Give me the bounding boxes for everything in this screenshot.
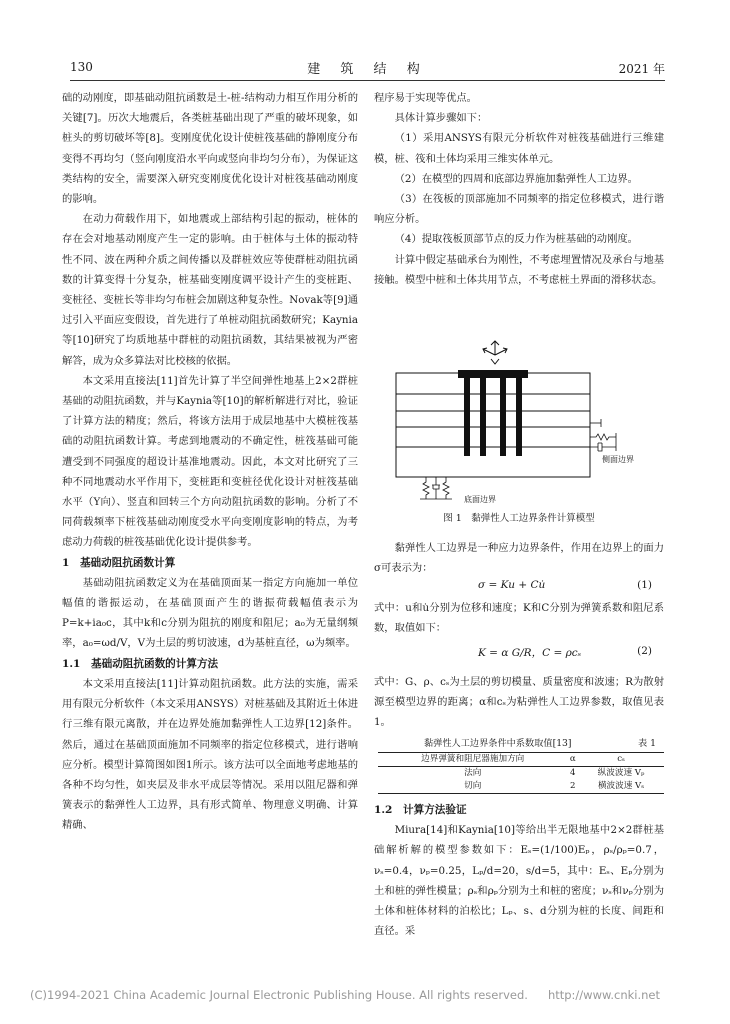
- pile: [464, 378, 470, 456]
- header-rule: [70, 80, 665, 81]
- publication-year: 2021 年: [618, 62, 665, 76]
- equation-2: [374, 645, 664, 663]
- bottom-boundary-label: 底面边界: [464, 495, 496, 504]
- subsection-heading: 1.1 基础动阻抗函数的计算方法: [62, 657, 219, 670]
- spring-icon: [590, 434, 616, 440]
- pile: [516, 378, 522, 456]
- section-heading: 1 基础动阻抗函数计算: [62, 556, 176, 569]
- table-header: α: [567, 753, 578, 767]
- list-item: （4）提取筏板顶部节点的反力作为桩基础的动刚度。: [394, 233, 638, 246]
- page-number: 130: [70, 60, 93, 74]
- boundary-model-figure: [386, 337, 654, 507]
- equation-formula: σ = Ku + Cu̇: [478, 579, 546, 591]
- list-item: （2）在模型的四周和底部边界施加黏弹性人工边界。: [394, 172, 638, 185]
- paragraph: 计算中假定基础承台为刚性，不考虑埋置情况及承台与地基接触。模型中桩和土体共用节点，不考虑桩土界面的滑移状态。: [374, 253, 664, 286]
- spring-icon: [443, 477, 449, 499]
- arrow-up-icon: [491, 341, 499, 355]
- table-header: 边界弹簧和阻尼器施加方向: [378, 753, 567, 767]
- damper-icon: [432, 477, 440, 499]
- paragraph-block: [374, 800, 664, 941]
- paragraph: 础的动刚度，即基础动阻抗函数是土-桩-结构动力相互作用分析的关键[7]。历次大地震后，各类桩基础出现了严重的破坏现象，如桩头的剪切破坏等[8]。变刚度优化设计使桩筏基础的静刚度分布变得不再均匀（竖向刚度沿水平向或竖向非均匀分布），为保证这类结构的安全，需要深入研究变刚度优化设计对桩筏基础动刚度的影响。: [62, 92, 358, 206]
- list-item: （1）采用ANSYS有限元分析软件对桩筏基础进行三维建模，桩、筏和土体均采用三维实体单元。: [374, 132, 664, 165]
- subsection-heading: 1.2 计算方法验证: [374, 804, 467, 816]
- footer-url[interactable]: http://www.cnki.net: [547, 988, 660, 1002]
- table-cell: 4: [570, 768, 576, 778]
- equation-number: (2): [637, 645, 652, 657]
- copyright-text: (C)1994-2021 China Academic Journal Electronic Publishing House. All rights reserved.: [30, 988, 528, 1002]
- paragraph: 式中：u和u̇分别为位移和速度；K和C分别为弹簧系数和阻尼系数，取值如下：: [374, 602, 664, 635]
- table-cell: 纵波波速 Vₚ: [597, 768, 645, 778]
- right-column: [374, 88, 664, 290]
- list-item: （3）在筏板的顶部施加不同频率的指定位移模式，进行谐响应分析。: [374, 193, 664, 226]
- arrow-right-icon: [495, 348, 507, 355]
- paragraph: 基础动阻抗函数定义为在基础顶面某一指定方向施加一单位幅值的谐振运动，在基础顶面产生的谐振荷载幅值表示为P=k+ia₀c，其中k和c分别为阻抗的刚度和阻尼；a₀为无量纲频率，a₀=ωd/V，V为土层的剪切波速，d为基桩直径，ω为频率。: [62, 576, 358, 650]
- pile: [500, 378, 506, 456]
- paragraph: 黏弹性人工边界是一种应力边界条件，作用在边界上的面力σ可表示为：: [374, 542, 664, 575]
- paragraph-block: [374, 672, 664, 733]
- paragraph-block: [374, 598, 664, 638]
- table-cell: 法向: [464, 768, 482, 778]
- page-header: [70, 58, 665, 80]
- spring-icon: [423, 477, 429, 499]
- table-title: 黏弹性人工边界条件中系数取值[13]: [424, 738, 572, 749]
- paragraph: 本文采用直接法[11]计算动阻抗函数。此方法的实施，需采用有限元分析软件（本文采用ANSYS）对桩基础及其附近土体进行三维有限元离散，并在边界处施加黏弹性人工边界[12]条件。然后，通过在基础顶面施加不同频率的指定位移模式，进行谐响应分析。模型计算简图如图1所示。该方法可以全面地考虑地基的各种不均匀性，如夹层及非水平成层等情况。采用以阻尼器和弹簧表示的黏弹性人工边界，具有形式简单、物理意义明确、计算精确、: [62, 677, 358, 832]
- journal-title: 建 筑 结 构: [307, 62, 428, 77]
- table-cell: 2: [567, 780, 578, 794]
- paragraph-block: [374, 538, 664, 578]
- damper-icon: [590, 443, 616, 451]
- paragraph: 本文采用直接法[11]首先计算了半空间弹性地基上2×2群桩基础的动阻抗函数，并与Kaynia等[10]的解析解进行对比，验证了计算方法的精度；然后，将该方法用于成层地基中大模桩筏基础的动阻抗函数计算。考虑到地震动的不确定性，桩筏基础可能遭受到不同强度的超设计基准地震动。因此，本文对比研究了三种不同地震动水平作用下，变桩距和变桩径优化设计对桩筏基础水平（Y向）、竖直和回转三个方向动阻抗函数的影响。分析了不同荷载频率下桩筏基础动刚度受水平向变刚度影响的特点，为考虑动力荷载的桩筏基础优化设计提供参考。: [62, 374, 358, 549]
- raft: [458, 370, 528, 378]
- paragraph: 具体计算步骤如下：: [394, 112, 488, 125]
- pile: [480, 378, 486, 456]
- table-cell: 切向: [378, 780, 567, 794]
- paragraph: Miura[14]和Kaynia[10]等给出半无限地基中2×2群桩基础解析解的模型参数如下：Eₛ=(1/100)Eₚ，ρₛ/ρₚ=0.7，νₛ=0.4，νₚ=0.25，Lₚ/d=20，s/d=5，其中：Eₛ、Eₚ分别为土和桩的弹性模量；ρₛ和ρₚ分别为土和桩的密度；νₛ和νₚ分别为土体和桩体材料的泊松比；Lₚ、s、d分别为桩的长度、间距和直径。采: [374, 824, 664, 938]
- arrow-down-icon: [491, 359, 499, 364]
- paragraph: 式中：G、ρ、cₛ为土层的剪切模量、质量密度和波速；R为散射源至模型边界的距离；α和cₛ为粘弹性人工边界参数，取值见表1。: [374, 676, 664, 729]
- side-boundary-label: 侧面边界: [602, 455, 634, 464]
- table-row: [378, 767, 664, 781]
- figure-caption: 图 1 黏弹性人工边界条件计算模型: [443, 513, 595, 524]
- arrow-left-icon: [483, 348, 495, 355]
- equation-1: [374, 579, 664, 595]
- paragraph: 程序易于实现等优点。: [374, 92, 477, 104]
- equation-formula: K = α G/R，C = ρcₛ: [478, 647, 582, 659]
- table-row: [378, 780, 664, 794]
- left-column: [62, 88, 358, 836]
- coefficient-table: [378, 752, 664, 794]
- table-header: cₛ: [578, 753, 664, 767]
- table-cell: 横波波速 Vₛ: [578, 780, 664, 794]
- table-number: 表 1: [638, 738, 656, 749]
- paragraph: 在动力荷载作用下，如地震或上部结构引起的振动，桩体的存在会对地基动刚度产生一定的影响。由于桩体与土体的振动特性不同、波在两种介质之间传播以及群桩效应等使群桩动阻抗函数的计算变得十分复杂，桩基础变刚度调平设计产生的变桩距、变桩径、变桩长等非均匀布桩会加剧这种复杂性。Novak等[9]通过引入平面应变假设，首先进行了单桩动阻抗函数研究；Kaynia等[10]研究了均质地基中群桩的动阻抗函数，其结果被视为严密解答，成为众多算法对比校核的依据。: [62, 213, 358, 367]
- equation-number: (1): [637, 579, 652, 591]
- soil-domain: [396, 373, 590, 477]
